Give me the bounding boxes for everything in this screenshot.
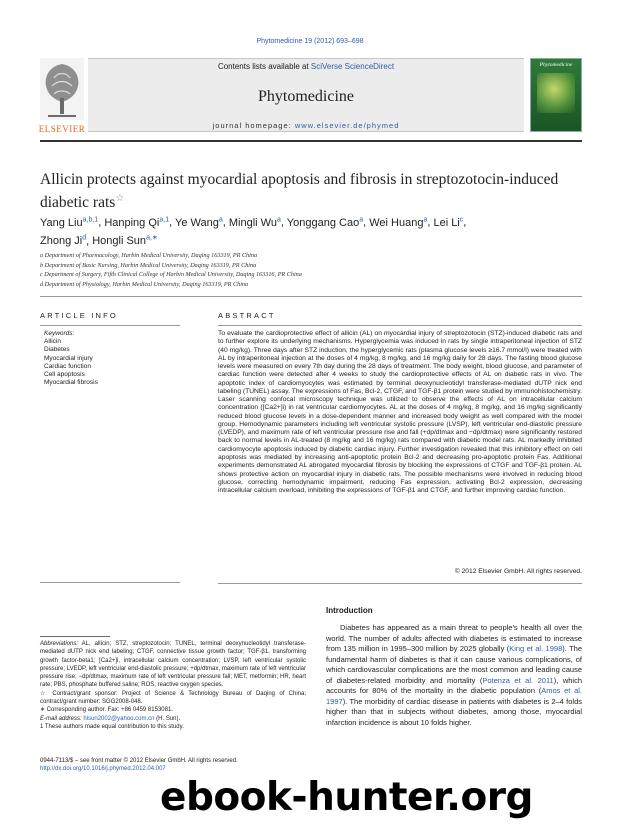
email-footnote: E-mail address: hlsun2002@yahoo.com.cn (H. Sun). — [40, 715, 181, 722]
affiliation: c Department of Surgery, Fifth Clinical College of Harbin Medical University, Daqing 163316, PR China — [40, 271, 302, 278]
footnote-rule — [40, 636, 110, 637]
keyword: Allicin — [44, 338, 61, 346]
corresponding-footnote: ∗ Corresponding author. Fax: +86 0459 8153081. — [40, 707, 173, 714]
affiliation: a Department of Pharmacology, Harbin Medical University, Daqing 163319, PR China — [40, 252, 258, 259]
issn-line: 0944-7113/$ – see front matter © 2012 Elsevier GmbH. All rights reserved. — [40, 758, 238, 764]
keyword: Cardiac function — [44, 362, 91, 370]
cover-image — [537, 73, 575, 113]
author[interactable]: Ye Wang$^a$ — [175, 216, 223, 229]
reference-link[interactable]: King et al. 1998 — [509, 644, 563, 653]
elsevier-wordmark: ELSEVIER — [38, 124, 86, 134]
watermark-text: ebook-hunter.org — [160, 776, 533, 820]
contents-line — [88, 62, 524, 71]
article-title-text: Allicin protects against myocardial apoptosis and fibrosis in streptozotocin-induced diabetic rats — [40, 171, 559, 212]
abstract-heading: ABSTRACT — [218, 311, 276, 320]
keywords-block — [44, 330, 184, 387]
article-title — [40, 170, 560, 212]
keywords-label: Keywords: — [44, 330, 75, 337]
abbreviations-footnote: Abbreviations: AL, allicin; STZ, streptozotocin; TUNEL, terminal deoxynucleotidyl transferase-mediated dUTP nick end labeling; CTGF, connective tissue growth factor; TGF-β1, transforming growth factor-beta1; [Ca2+]i, intracellular calcium concentration; LVSP, left ventricular systolic pressure; LVEDP, left ventricular end-diastolic pressure; +dp/dtmax, maximum rate of left ventricular pressure rise; −dp/dtmax, maximum rate of left ventricular pressure fall; MET, metformin; HR, heart rate; PBS, phosphate buffered saline; ROS, reactive oxygen species. — [40, 641, 306, 689]
journal-cover-thumbnail — [530, 58, 582, 132]
equal-contribution-footnote: 1 These authors made equal contribution to this study. — [40, 723, 184, 730]
elsevier-logo — [40, 58, 84, 134]
affiliation: d Department of Physiology, Harbin Medical University, Daqing 163319, PR China — [40, 280, 249, 288]
contents-prefix: Contents lists available at — [217, 62, 311, 71]
article-info-rule — [40, 325, 180, 326]
keyword: Myocardial fibrosis — [44, 379, 98, 387]
bottom-info — [40, 757, 320, 773]
introduction-heading: Introduction — [326, 606, 373, 615]
sponsor-footnote: ☆ Contract/grant sponsor: Project of Science & Technology Bureau of Daqing of China; contract/grant number: SGG2008-048. — [40, 690, 306, 706]
elsevier-tree-icon — [40, 58, 84, 120]
keyword: Diabetes — [44, 346, 70, 354]
affiliations — [40, 251, 580, 289]
author-list: Yang Liu$^{a,b,1}$, Hanping Qi$^{a,1}$, Ye Wang$^a$, Mingli Wu$^a$, Yonggang Cao$^a$, Wei Huang$^a$, Lei Li$^c$, Zhong Ji$^d$, Hongli Sun$^{a,∗}$ — [40, 216, 467, 248]
journal-title: Phytomedicine — [258, 88, 354, 105]
reference-link[interactable]: Potenza et al. 2011 — [482, 675, 554, 685]
author[interactable]: Yang Liu$^{a,b,1}$ — [40, 216, 99, 229]
header-rule — [40, 140, 582, 142]
reference-link[interactable]: Amos et al. 1997 — [326, 686, 583, 706]
section-rule — [40, 296, 582, 297]
author[interactable]: Lei Li$^c$ — [433, 216, 464, 229]
email-link[interactable]: hlsun2002@yahoo.com.cn — [83, 715, 155, 722]
homepage-prefix: journal homepage: — [212, 121, 295, 130]
journal-homepage — [88, 121, 524, 130]
author[interactable]: Zhong Ji$^d$ — [40, 234, 87, 248]
doi-link[interactable]: http://dx.doi.org/10.1016/j.phymed.2012.04.007 — [40, 766, 166, 772]
affiliation: b Department of Basic Nursing, Harbin Medical University, Daqing 163319, PR China — [40, 261, 257, 269]
journal-citation[interactable]: Phytomedicine 19 (2012) 693–698 — [256, 38, 364, 45]
abstract-text: To evaluate the cardioprotective effect of allicin (AL) on myocardial injury of streptozotocin (STZ)-induced diabetic rats and to further explore its underlying mechanisms. Hyperglycemia was induced in rats by single intraperitoneal injection of STZ (40 mg/kg). Three days after STZ induction, the hyperglycemic rats (plasma glucose levels ≥16.7 mmol/l) were treated with AL by intraperitoneal injection at the doses of 4 mg/kg, 8 mg/kg, and 16 mg/kg daily for 28 days. The fasting blood glucose levels were measured on every 7th day during the 28 days of treatment. The body weight, blood glucose, and parameter of cardiac function were detected after 4 weeks to study the cardioprotective effects of AL on diabetic rats in vivo. The apoptotic index of cardiomyocytes was estimated by terminal deoxynucleotidyl transferase-mediated dUTP nick end labeling (TUNEL) assay. The expressions of Fas, Bcl-2, CTGF, and TGF-β1 protein were studied by immunohistochemistry. Laser scanning confocal microscopy technique was utilized to observe the effects of AL on intracellular calcium concentration ([Ca2+]i) in rat ventricular cardiomyocytes. AL at the doses of 4 mg/kg, 8 mg/kg, and 16 mg/kg significantly reduced blood glucose levels in a dose-dependent manner and increased body weight as well compared with the model group. Hemodynamic parameters including left ventricular systolic pressure (LVSP), left ventricular end-diastolic pressure (LVEDP), and maximum rate of left ventricular pressure rise and fall (+dp/dtmax and −dp/dtmax) were significantly restored back to normal levels in AL-treated (8 mg/kg and 16 mg/kg) rats compared with diabetic model rats. AL markedly inhibited cardiomyocyte apoptosis induced by diabetic cardiac injury. Further investigation revealed that this inhibitory effect on cell apoptosis was mediated by increasing anti-apoptotic protein Bcl-2 and decreasing pro-apoptotic protein Fas. Additional experiments demonstrated AL abrogated myocardial fibrosis by blocking the expressions of CTGF and TGF-β1 protein. AL shows protective action on myocardial injury in diabetic rats. The possible mechanisms were involved in reducing blood glucose, correcting hemodynamic impairment, reducing Fas expression, activating Bcl-2 expression, decreasing intracellular calcium overload, inhibiting the expressions of TGF-β1 and CTGF, and further improving cardiac function. — [218, 330, 582, 495]
footnotes — [40, 640, 306, 731]
title-footnote-star[interactable]: ☆ — [115, 193, 125, 204]
author[interactable]: Wei Huang$^a$ — [369, 216, 428, 229]
abstract-bottom-rule — [218, 583, 582, 584]
copyright-line: © 2012 Elsevier GmbH. All rights reserved. — [454, 568, 582, 575]
article-info-heading: ARTICLE INFO — [40, 311, 118, 320]
sciencedirect-link[interactable]: SciVerse ScienceDirect — [310, 62, 395, 71]
author[interactable]: Yonggang Cao$^a$ — [286, 216, 364, 229]
homepage-link[interactable]: www.elsevier.de/phymed — [294, 121, 400, 130]
author[interactable]: Hongli Sun$^{a,∗}$ — [92, 234, 158, 248]
cover-title: Phytomedicine — [539, 62, 573, 68]
keyword: Myocardial injury — [44, 354, 93, 362]
author[interactable]: Hanping Qi$^{a,1}$ — [104, 216, 170, 229]
article-info-bottom-rule — [40, 582, 180, 583]
keyword: Cell apoptosis — [44, 371, 85, 379]
abstract-rule — [218, 325, 582, 326]
author[interactable]: Mingli Wu$^a$ — [228, 216, 281, 229]
introduction-paragraph: Diabetes has appeared as a main threat to people's health all over the world. The number of adults affected with diabetes is estimated to increase from 135 million in 1995–300 million by 2025 globally (King et al. 1998). The fundamental harm of diabetes is that it can cause various complications, of which cardiovascular complications are the most common and leading cause of diabetes-related morbidity and mortality (Potenza et al. 2011), which accounts for 80% of the mortality in the diabetic population (Amos et al. 1997). The morbidity of cardiac disease in patients with diabetes is 2–4 folds higher than that in subjects without diabetes, among those, myocardial infarction incidence is about 10 folds higher. — [326, 623, 583, 727]
